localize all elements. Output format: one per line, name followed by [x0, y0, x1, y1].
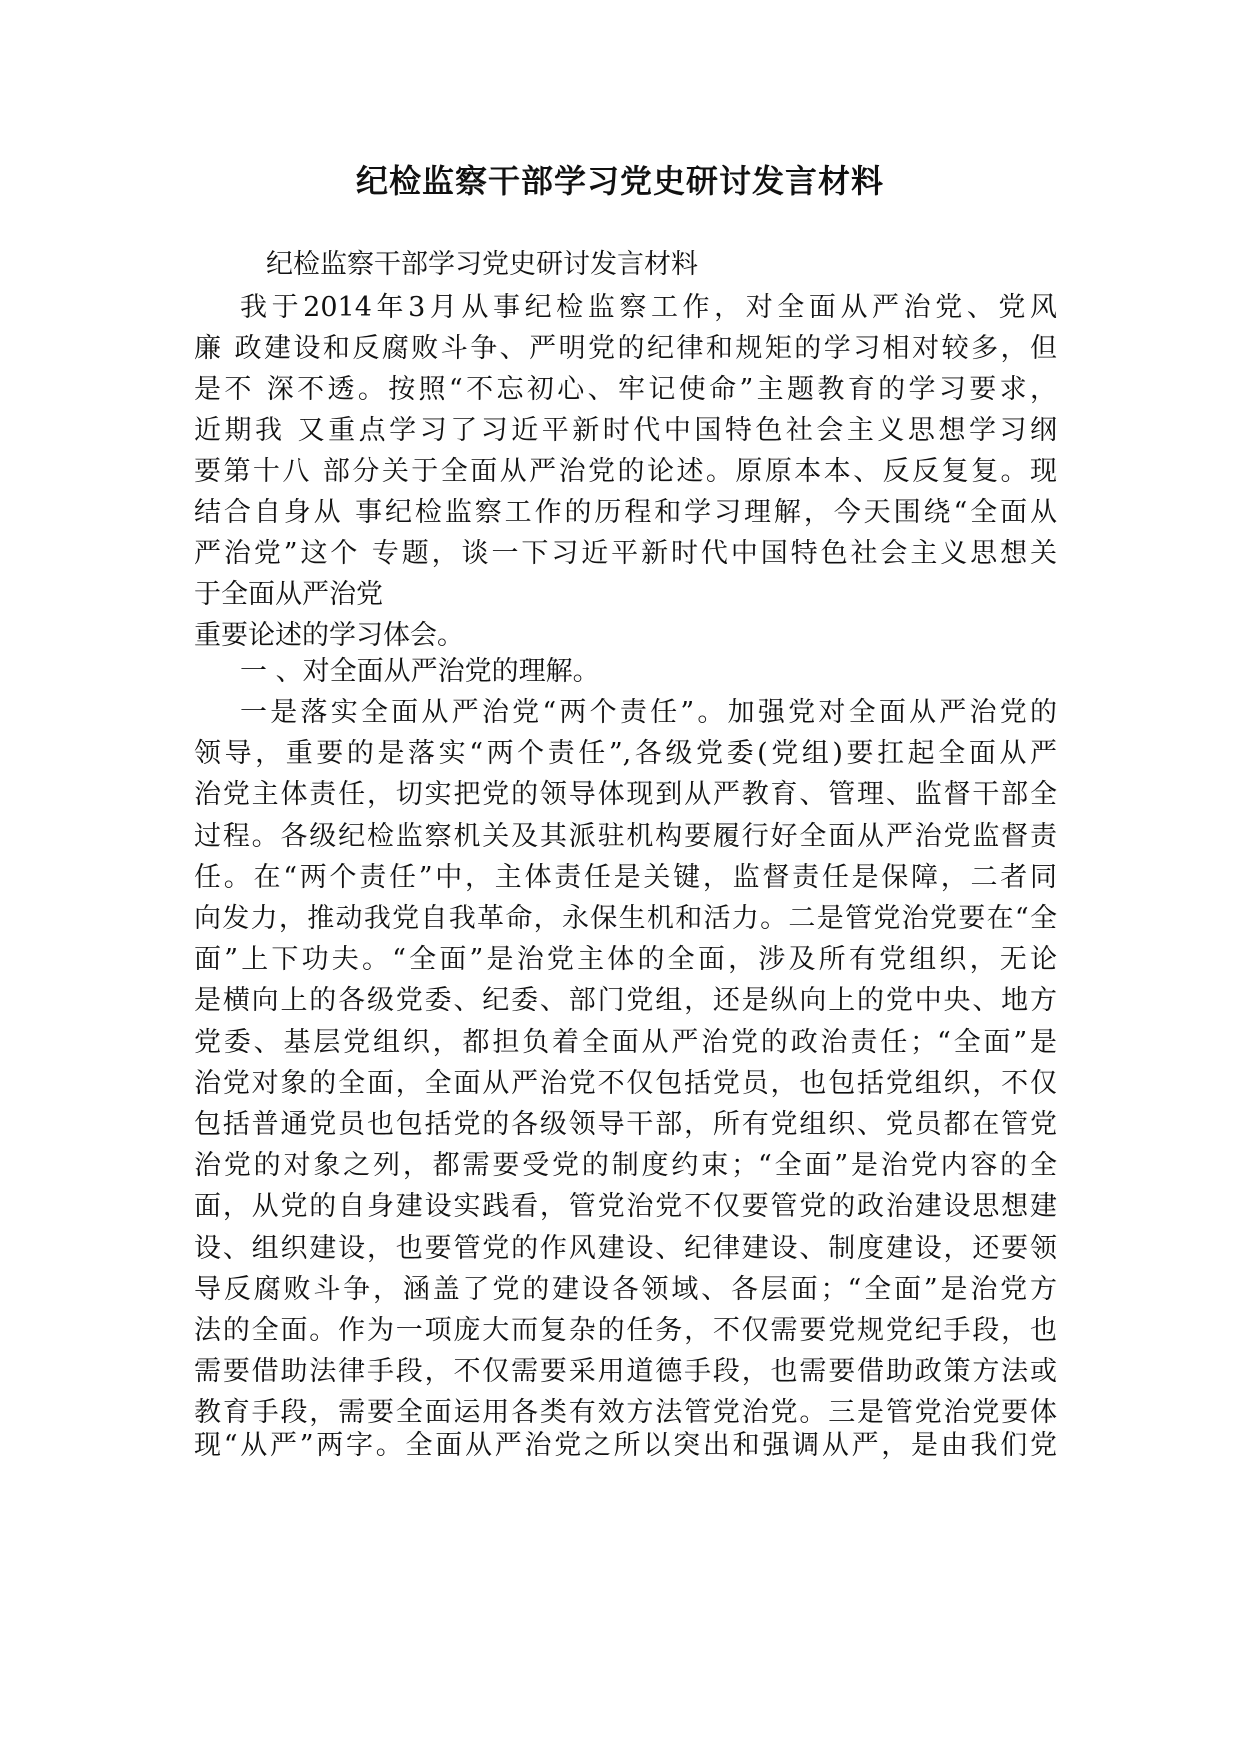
paragraph-line: 设、组织建设，也要管党的作风建设、纪律建设、制度建设，还要领	[194, 1232, 1057, 1264]
paragraph-line: 治党的对象之列，都需要受党的制度约束；“全面”是治党内容的全	[194, 1150, 1057, 1182]
paragraph-line: 现“从严”两字。全面从严治党之所以突出和强调从严，是由我们党	[194, 1430, 1057, 1462]
paragraph-line: 面，从党的自身建设实践看，管党治党不仅要管党的政治建设思想建	[194, 1191, 1057, 1223]
paragraph-line: 过程。各级纪检监察机关及其派驻机构要履行好全面从严治党监督责	[194, 820, 1057, 852]
paragraph-line: 严治党”这个 专题，谈一下习近平新时代中国特色社会主义思想关	[194, 538, 1057, 569]
paragraph-line: 是不 深不透。按照“不忘初心、牢记使命”主题教育的学习要求，	[194, 374, 1057, 405]
paragraph-line: 导反腐败斗争，涵盖了党的建设各领域、各层面；“全面”是治党方	[194, 1273, 1057, 1305]
paragraph-line: 要第十八 部分关于全面从严治党的论述。原原本本、反反复复。现	[194, 456, 1057, 487]
paragraph-line: 于全面从严治党	[194, 579, 383, 610]
paragraph-line: 法的全面。作为一项庞大而复杂的任务，不仅需要党规党纪手段，也	[194, 1315, 1057, 1346]
paragraph-line: 近期我 又重点学习了习近平新时代中国特色社会主义思想学习纲	[194, 415, 1057, 446]
paragraph-line: 治党主体责任，切实把党的领导体现到从严教育、管理、监督干部全	[194, 779, 1057, 811]
paragraph-line: 治党对象的全面，全面从严治党不仅包括党员，也包括党组织，不仅	[194, 1067, 1057, 1099]
paragraph-line: 领导，重要的是落实“两个责任”,各级党委(党组)要扛起全面从严	[194, 738, 1057, 770]
paragraph-line: 面”上下功夫。“全面”是治党主体的全面，涉及所有党组织，无论	[194, 944, 1057, 976]
paragraph-line: 包括普通党员也包括党的各级领导干部，所有党组织、党员都在管党	[194, 1109, 1057, 1140]
paragraph-line: 是横向上的各级党委、纪委、部门党组，还是纵向上的党中央、地方	[194, 985, 1057, 1017]
paragraph-line: 一是落实全面从严治党“两个责任”。加强党对全面从严治党的	[240, 697, 1057, 728]
document-title: 纪检监察干部学习党史研讨发言材料	[355, 162, 884, 200]
paragraph-line: 重要论述的学习体会。	[194, 620, 464, 651]
paragraph-line: 结合自身从 事纪检监察工作的历程和学习理解，今天围绕“全面从	[194, 497, 1057, 528]
section-heading: 一 、对全面从严治党的理解。	[240, 656, 600, 687]
paragraph-line: 需要借助法律手段，不仅需要采用道德手段，也需要借助政策方法或	[194, 1356, 1057, 1388]
paragraph-line: 我于2014年3月从事纪检监察工作，对全面从严治党、党风	[240, 292, 1057, 323]
paragraph-line: 党委、基层党组织，都担负着全面从严治党的政治责任；“全面”是	[194, 1026, 1057, 1058]
paragraph-line: 教育手段，需要全面运用各类有效方法管党治党。三是管党治党要体	[194, 1397, 1057, 1429]
paragraph-line: 向发力，推动我党自我革命，永保生机和活力。二是管党治党要在“全	[194, 903, 1057, 934]
document-subtitle: 纪检监察干部学习党史研讨发言材料	[266, 249, 698, 280]
paragraph-line: 任。在“两个责任”中，主体责任是关键，监督责任是保障，二者同	[194, 861, 1057, 893]
paragraph-line: 廉 政建设和反腐败斗争、严明党的纪律和规矩的学习相对较多，但	[194, 333, 1057, 364]
